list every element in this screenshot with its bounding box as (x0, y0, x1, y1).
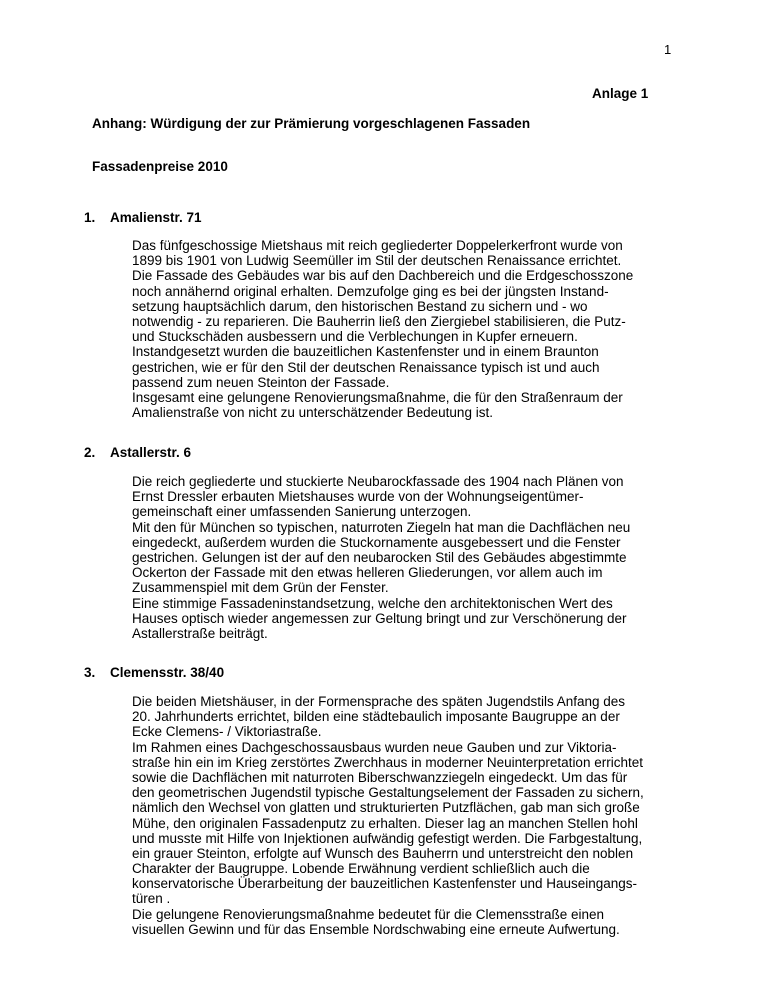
paragraph-line: Eine stimmige Fassadeninstandsetzung, welche den architektonischen Wert des (132, 595, 613, 611)
paragraph-line: notwendig - zu reparieren. Die Bauherrin ließ den Ziergiebel stabilisieren, die Putz- (132, 313, 626, 329)
paragraph-line: Hauses optisch wieder angemessen zur Geltung bringt und zur Verschönerung der (132, 610, 627, 626)
entry-body (132, 474, 630, 641)
entry-body (132, 694, 644, 937)
paragraph-line: Die gelungene Renovierungsmaßnahme bedeutet für die Clemensstraße einen (132, 906, 605, 922)
paragraph-line: Im Rahmen eines Dachgeschossausbaus wurden neue Gauben und zur Viktoria- (132, 739, 617, 755)
paragraph-line: den geometrischen Jugendstil typische Gestaltungselement der Fassaden zu sichern, (132, 785, 644, 801)
paragraph-line: Das fünfgeschossige Mietshaus mit reich gegliederter Doppelerkerfront wurde von (132, 238, 623, 253)
paragraph-line: sowie die Dachflächen mit naturroten Biberschwanzziegeln eingedeckt. Um das für (132, 769, 628, 785)
entry-body (132, 238, 633, 420)
paragraph-line: Instandgesetzt wurden die bauzeitlichen Kastenfenster und in einem Braunton (132, 344, 599, 360)
paragraph-line: konservatorische Überarbeitung der bauzeitlichen Kastenfenster und Hauseingangs- (132, 876, 638, 892)
entry-title-text: Astallerstr. 6 (110, 445, 192, 460)
entry-number: 2. (84, 445, 96, 460)
entry-title (84, 445, 192, 460)
paragraph-line: Zusammenspiel mit dem Grün der Fenster. (132, 580, 389, 596)
paragraph-line: eingedeckt, außerdem wurden die Stuckornamente ausgebessert und die Fenster (132, 534, 621, 550)
paragraph-line: gestrichen. Gelungen ist der auf den neubarocken Stil des Gebäudes abgestimmte (132, 549, 627, 565)
paragraph-line: Die reich gegliederte und stuckierte Neubarockfassade des 1904 nach Plänen von (132, 474, 624, 489)
paragraph-line: Charakter der Baugruppe. Lobende Erwähnung verdient schließlich auch die (132, 861, 590, 877)
entry-title-text: Clemensstr. 38/40 (110, 665, 225, 680)
paragraph-line: Die Fassade des Gebäudes war bis auf den Dachbereich und die Erdgeschosszone (132, 268, 634, 284)
paragraph-line: setzung hauptsächlich darum, den historischen Bestand zu sichern und - wo (132, 298, 588, 314)
entry-number: 1. (84, 210, 96, 225)
paragraph-line: Ecke Clemens- / Viktoriastraße. (132, 724, 322, 740)
paragraph-line: Die beiden Mietshäuser, in der Formensprache des späten Jugendstils Anfang des (132, 694, 626, 709)
paragraph-line: türen . (132, 891, 171, 907)
paragraph-line: gestrichen, wie er für den Stil der deutschen Renaissance typisch ist und auch (132, 359, 600, 375)
paragraph-line: gemeinschaft einer umfassenden Sanierung unterzogen. (132, 504, 472, 520)
annex-label: Anlage 1 (592, 86, 649, 101)
paragraph-line: Mit den für München so typischen, naturroten Ziegeln hat man die Dachflächen neu (132, 519, 631, 535)
paragraph-line: nämlich den Wechsel von glatten und strukturierten Putzflächen, gab man sich große (132, 800, 640, 816)
section-heading: Fassadenpreise 2010 (92, 159, 228, 174)
paragraph-line: und Stuckschäden ausbessern und die Verblechungen in Kupfer erneuern. (132, 329, 578, 345)
entry-title (84, 210, 202, 225)
paragraph-line: 20. Jahrhunderts errichtet, bilden eine städtebaulich imposante Baugruppe an der (132, 709, 620, 725)
paragraph-line: Ernst Dressler erbauten Mietshauses wurde von der Wohnungseigentümer- (132, 489, 584, 505)
paragraph-line: 1899 bis 1901 von Ludwig Seemüller im Stil der deutschen Renaissance errichtet. (132, 253, 622, 269)
paragraph-line: Insgesamt eine gelungene Renovierungsmaßnahme, die für den Straßenraum der (132, 389, 623, 405)
appendix-title: Anhang: Würdigung der zur Prämierung vorgeschlagenen Fassaden (92, 116, 531, 131)
paragraph-line: Amalienstraße von nicht zu unterschätzender Bedeutung ist. (132, 405, 493, 421)
paragraph-line: Ockerton der Fassade mit den etwas helleren Gliederungen, vor allem auch im (132, 565, 603, 581)
paragraph-line: und musste mit Hilfe von Injektionen aufwändig gefestigt werden. Die Farbgestaltung, (132, 830, 643, 846)
paragraph-line: ein grauer Steinton, erfolgte auf Wunsch des Bauherrn und unterstreicht den noblen (132, 845, 634, 861)
paragraph-line: passend zum neuen Steinton der Fassade. (132, 374, 390, 390)
paragraph-line: visuellen Gewinn und für das Ensemble Nordschwabing eine erneute Aufwertung. (132, 921, 620, 937)
entry-title-text: Amalienstr. 71 (110, 210, 202, 225)
entry-title (84, 665, 225, 680)
entry-number: 3. (84, 665, 96, 680)
paragraph-line: straße hin ein im Krieg zerstörtes Zwerchhaus in moderner Neuinterpretation errichtet (132, 754, 643, 770)
page-number: 1 (664, 42, 672, 57)
paragraph-line: Mühe, den originalen Fassadenputz zu erhalten. Dieser lag an manchen Stellen hohl (132, 815, 638, 831)
paragraph-line: noch annähernd original erhalten. Demzufolge ging es bei der jüngsten Instand- (132, 283, 609, 299)
paragraph-line: Astallerstraße beiträgt. (132, 625, 268, 641)
